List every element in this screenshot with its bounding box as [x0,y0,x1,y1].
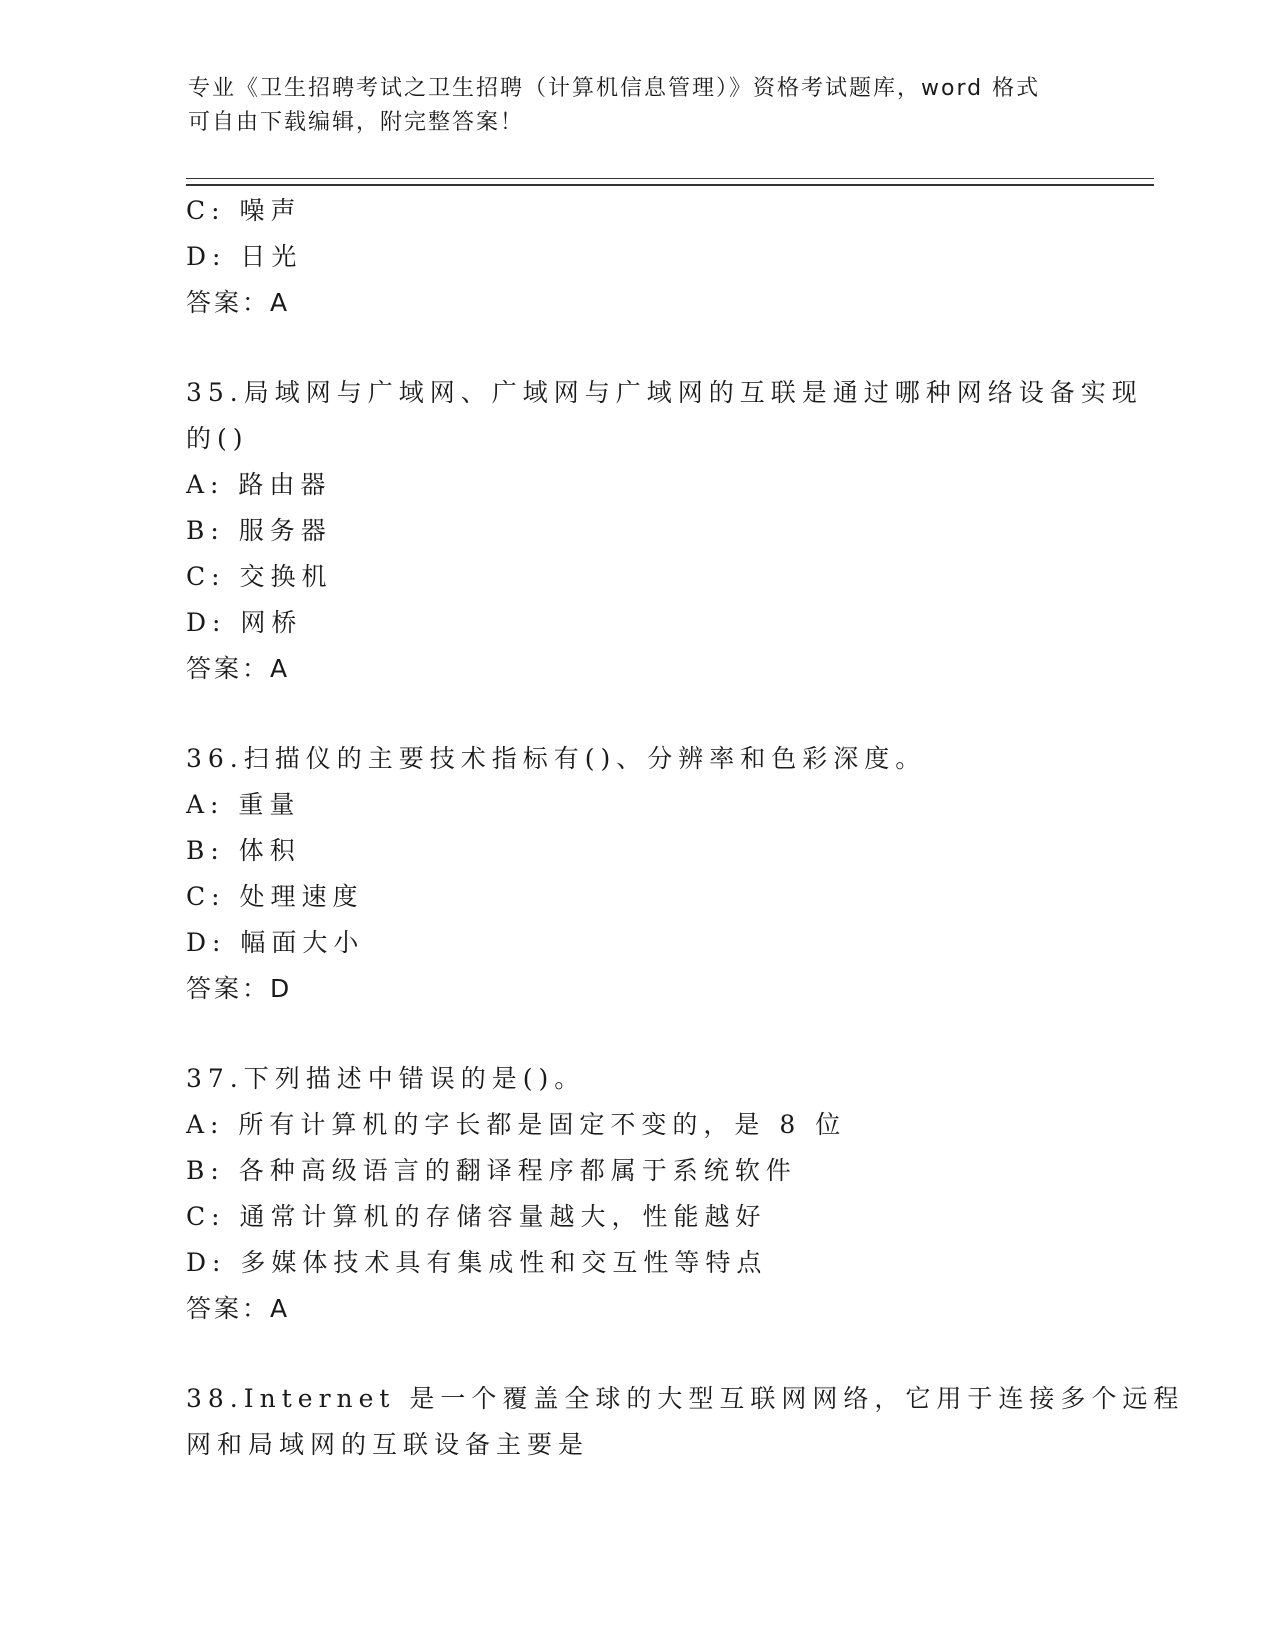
header-line-1: 专业《卫生招聘考试之卫生招聘（计算机信息管理）》资格考试题库，word 格式 [188,76,1041,101]
option-c: C: 交换机 [186,562,333,591]
header-divider [186,178,1154,186]
question-stem-continued: 网和局域网的互联设备主要是 [186,1430,590,1459]
option-d: D: 多媒体技术具有集成性和交互性等特点 [186,1248,768,1277]
question-stem: 38.Internet 是一个覆盖全球的大型互联网网络，它用于连接多个远程 [186,1384,1185,1413]
option-d: D: 幅面大小 [186,928,365,957]
question-37 [186,1056,1086,1332]
question-35 [186,370,1143,692]
option-a: A: 路由器 [186,470,332,499]
option-b: B: 各种高级语言的翻译程序都属于系统软件 [186,1156,797,1185]
answer-line: 答案：A [186,1294,291,1323]
question-content [186,188,1185,1468]
document-header [188,72,1068,140]
option-a: A: 所有计算机的字长都是固定不变的，是 8 位 [186,1110,847,1139]
option-d: D: 日光 [186,242,303,271]
question-stem-continued: 的() [186,424,249,453]
question-stem: 36.扫描仪的主要技术指标有()、分辨率和色彩深度。 [186,744,927,773]
option-c: C: 噪声 [186,196,302,225]
question-stem: 37.下列描述中错误的是()。 [186,1064,586,1093]
question-36 [186,736,1086,1012]
answer-line: 答案：A [186,654,291,683]
question-38 [186,1376,1185,1468]
option-b: B: 服务器 [186,516,332,545]
option-c: C: 处理速度 [186,882,364,911]
option-a: A: 重量 [186,790,301,819]
question-stem: 35.局域网与广域网、广域网与广域网的互联是通过哪种网络设备实现 [186,378,1143,407]
answer-line: 答案：D [186,974,293,1003]
option-d: D: 网桥 [186,608,303,637]
header-line-2: 可自由下载编辑，附完整答案！ [188,110,525,135]
option-b: B: 体积 [186,836,301,865]
answer-line: 答案：A [186,288,291,317]
option-c: C: 通常计算机的存储容量越大，性能越好 [186,1202,767,1231]
